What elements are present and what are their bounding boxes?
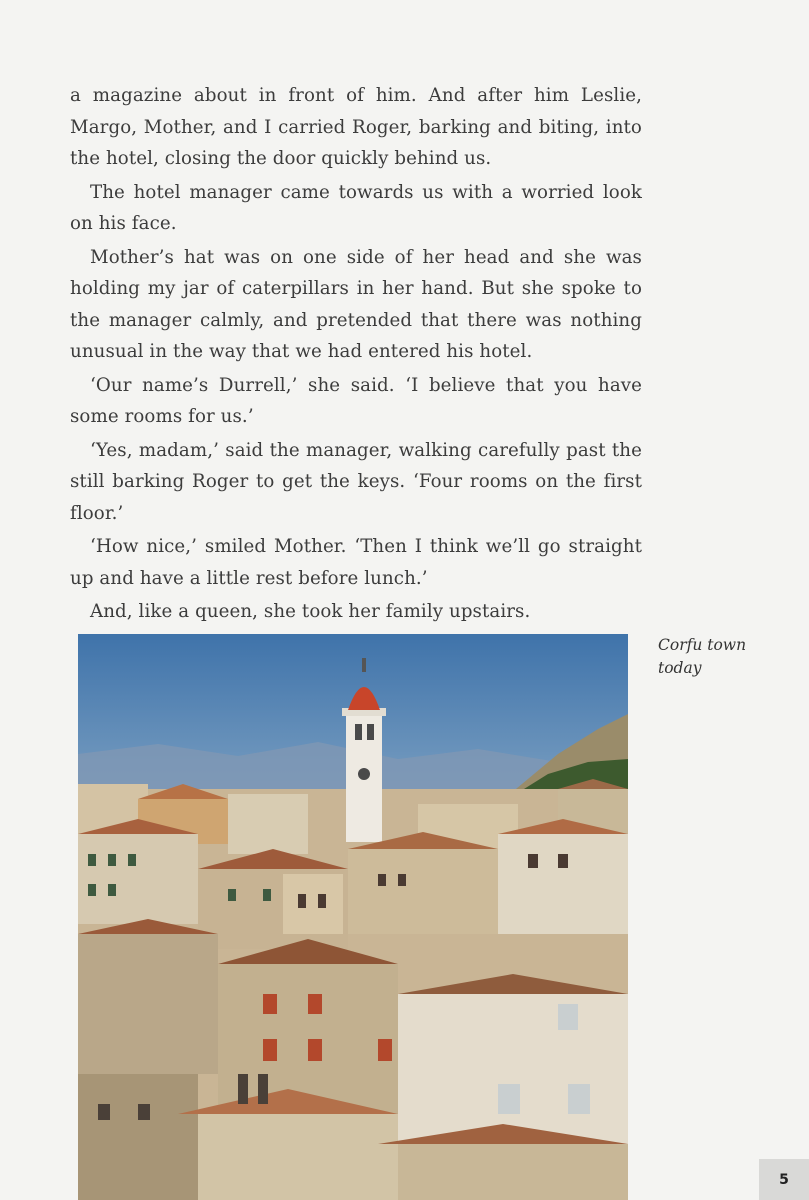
photo-caption bbox=[658, 634, 778, 680]
paragraph-1: a magazine about in front of him. And after him Leslie, Margo, Mother, and I carried Roger, barking and biting, into the hotel, closing the door quickly behind us. bbox=[70, 85, 642, 169]
paragraph-3: Mother’s hat was on one side of her head and she was holding my jar of caterpillars in her hand. But she spoke to the manager calmly, and pretended that there was nothing unusual in the way that we had entered his hotel. bbox=[70, 246, 642, 362]
paragraph-5: ‘Yes, madam,’ said the manager, walking carefully past the still barking Roger to get the keys. ‘Four rooms on the first floor.’ bbox=[70, 439, 642, 524]
corfu-town-photo bbox=[78, 634, 628, 1200]
caption-line-1: Corfu town bbox=[658, 636, 747, 654]
body-text bbox=[70, 80, 642, 630]
caption-line-2: today bbox=[658, 659, 702, 677]
paragraph-6: ‘How nice,’ smiled Mother. ‘Then I think we’ll go straight up and have a little rest before lunch.’ bbox=[70, 536, 642, 589]
paragraph-7: And, like a queen, she took her family upstairs. bbox=[90, 601, 531, 622]
paragraph-4: ‘Our name’s Durrell,’ she said. ‘I believe that you have some rooms for us.’ bbox=[70, 374, 642, 427]
page-number: 5 bbox=[759, 1159, 809, 1200]
paragraph-2: The hotel manager came towards us with a worried look on his face. bbox=[70, 181, 642, 234]
